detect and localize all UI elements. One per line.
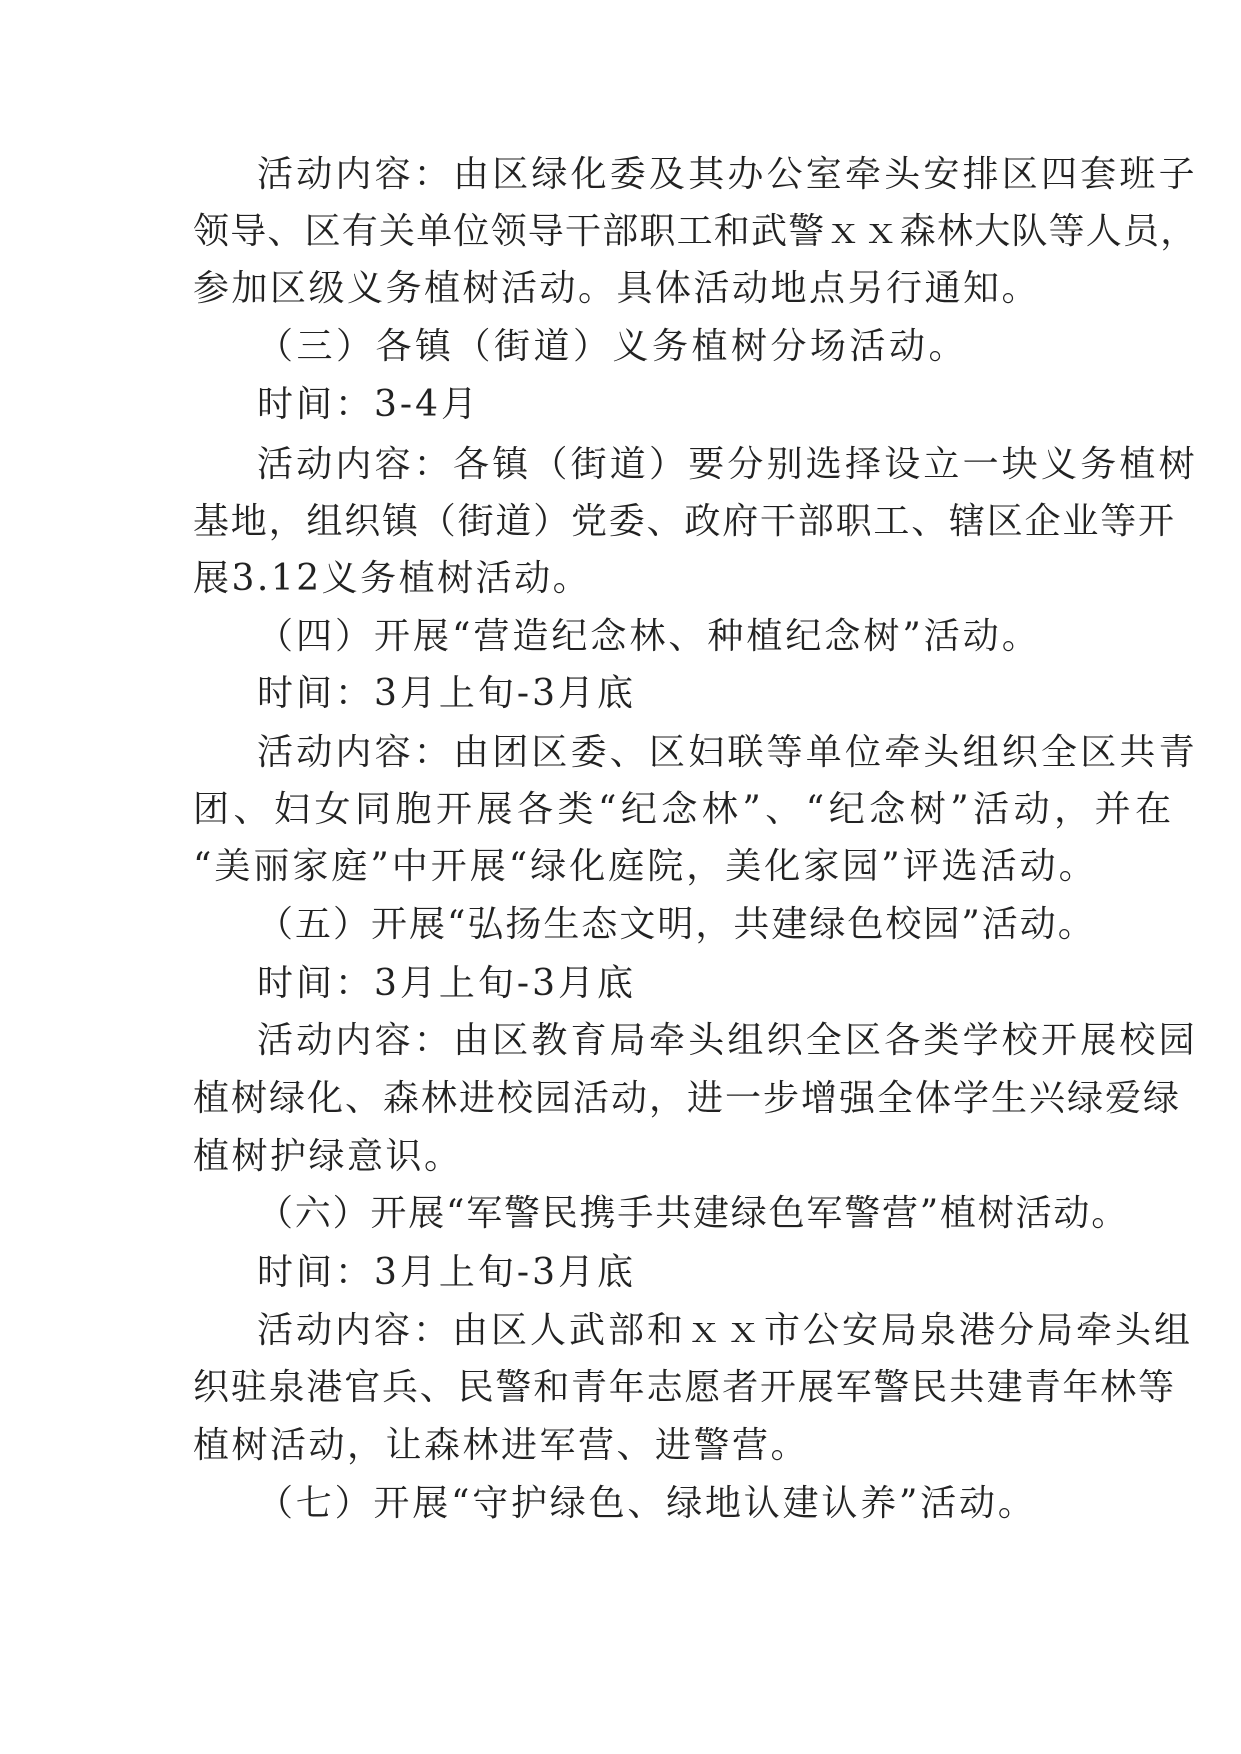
paragraph-line: 活动内容：由区绿化委及其办公室牵头安排区四套班子 bbox=[257, 154, 1198, 195]
section-heading: （五）开展“弘扬生态文明，共建绿色校园”活动。 bbox=[257, 904, 1096, 945]
paragraph-line: 团、妇女同胞开展各类“纪念林”、“纪念树”活动，并在 bbox=[193, 789, 1176, 830]
time-line: 时间：3-4月 bbox=[257, 384, 480, 425]
paragraph-line: 活动内容：各镇（街道）要分别选择设立一块义务植树 bbox=[257, 444, 1198, 485]
section-heading: （三）各镇（街道）义务植树分场活动。 bbox=[257, 326, 969, 367]
paragraph-line: 参加区级义务植树活动。具体活动地点另行通知。 bbox=[193, 268, 1041, 309]
time-line: 时间：3月上旬-3月底 bbox=[257, 1252, 636, 1293]
paragraph-line: 植树护绿意识。 bbox=[193, 1136, 463, 1177]
section-heading: （七）开展“守护绿色、绿地认建认养”活动。 bbox=[257, 1483, 1037, 1524]
paragraph-line: 植树活动，让森林进军营、进警营。 bbox=[193, 1425, 810, 1466]
paragraph-line: 织驻泉港官兵、民警和青年志愿者开展军警民共建青年林等 bbox=[193, 1367, 1176, 1408]
time-line: 时间：3月上旬-3月底 bbox=[257, 673, 636, 714]
section-heading: （六）开展“军警民携手共建绿色军警营”植树活动。 bbox=[257, 1193, 1130, 1234]
paragraph-line: “美丽家庭”中开展“绿化庭院，美化家园”评选活动。 bbox=[193, 846, 1098, 887]
paragraph-line: 展3.12义务植树活动。 bbox=[193, 558, 592, 599]
paragraph-line: 活动内容：由区人武部和ｘｘ市公安局泉港分局牵头组 bbox=[257, 1310, 1194, 1351]
paragraph-line: 活动内容：由区教育局牵头组织全区各类学校开展校园 bbox=[257, 1020, 1198, 1061]
paragraph-line: 植树绿化、森林进校园活动，进一步增强全体学生兴绿爱绿 bbox=[193, 1078, 1182, 1119]
section-heading: （四）开展“营造纪念林、种植纪念树”活动。 bbox=[257, 616, 1041, 657]
paragraph-line: 活动内容：由团区委、区妇联等单位牵头组织全区共青 bbox=[257, 732, 1198, 773]
time-line: 时间：3月上旬-3月底 bbox=[257, 963, 636, 1004]
paragraph-line: 领导、区有关单位领导干部职工和武警ｘｘ森林大队等人员， bbox=[193, 211, 1198, 252]
paragraph-line: 基地，组织镇（街道）党委、政府干部职工、辖区企业等开 bbox=[193, 501, 1176, 542]
